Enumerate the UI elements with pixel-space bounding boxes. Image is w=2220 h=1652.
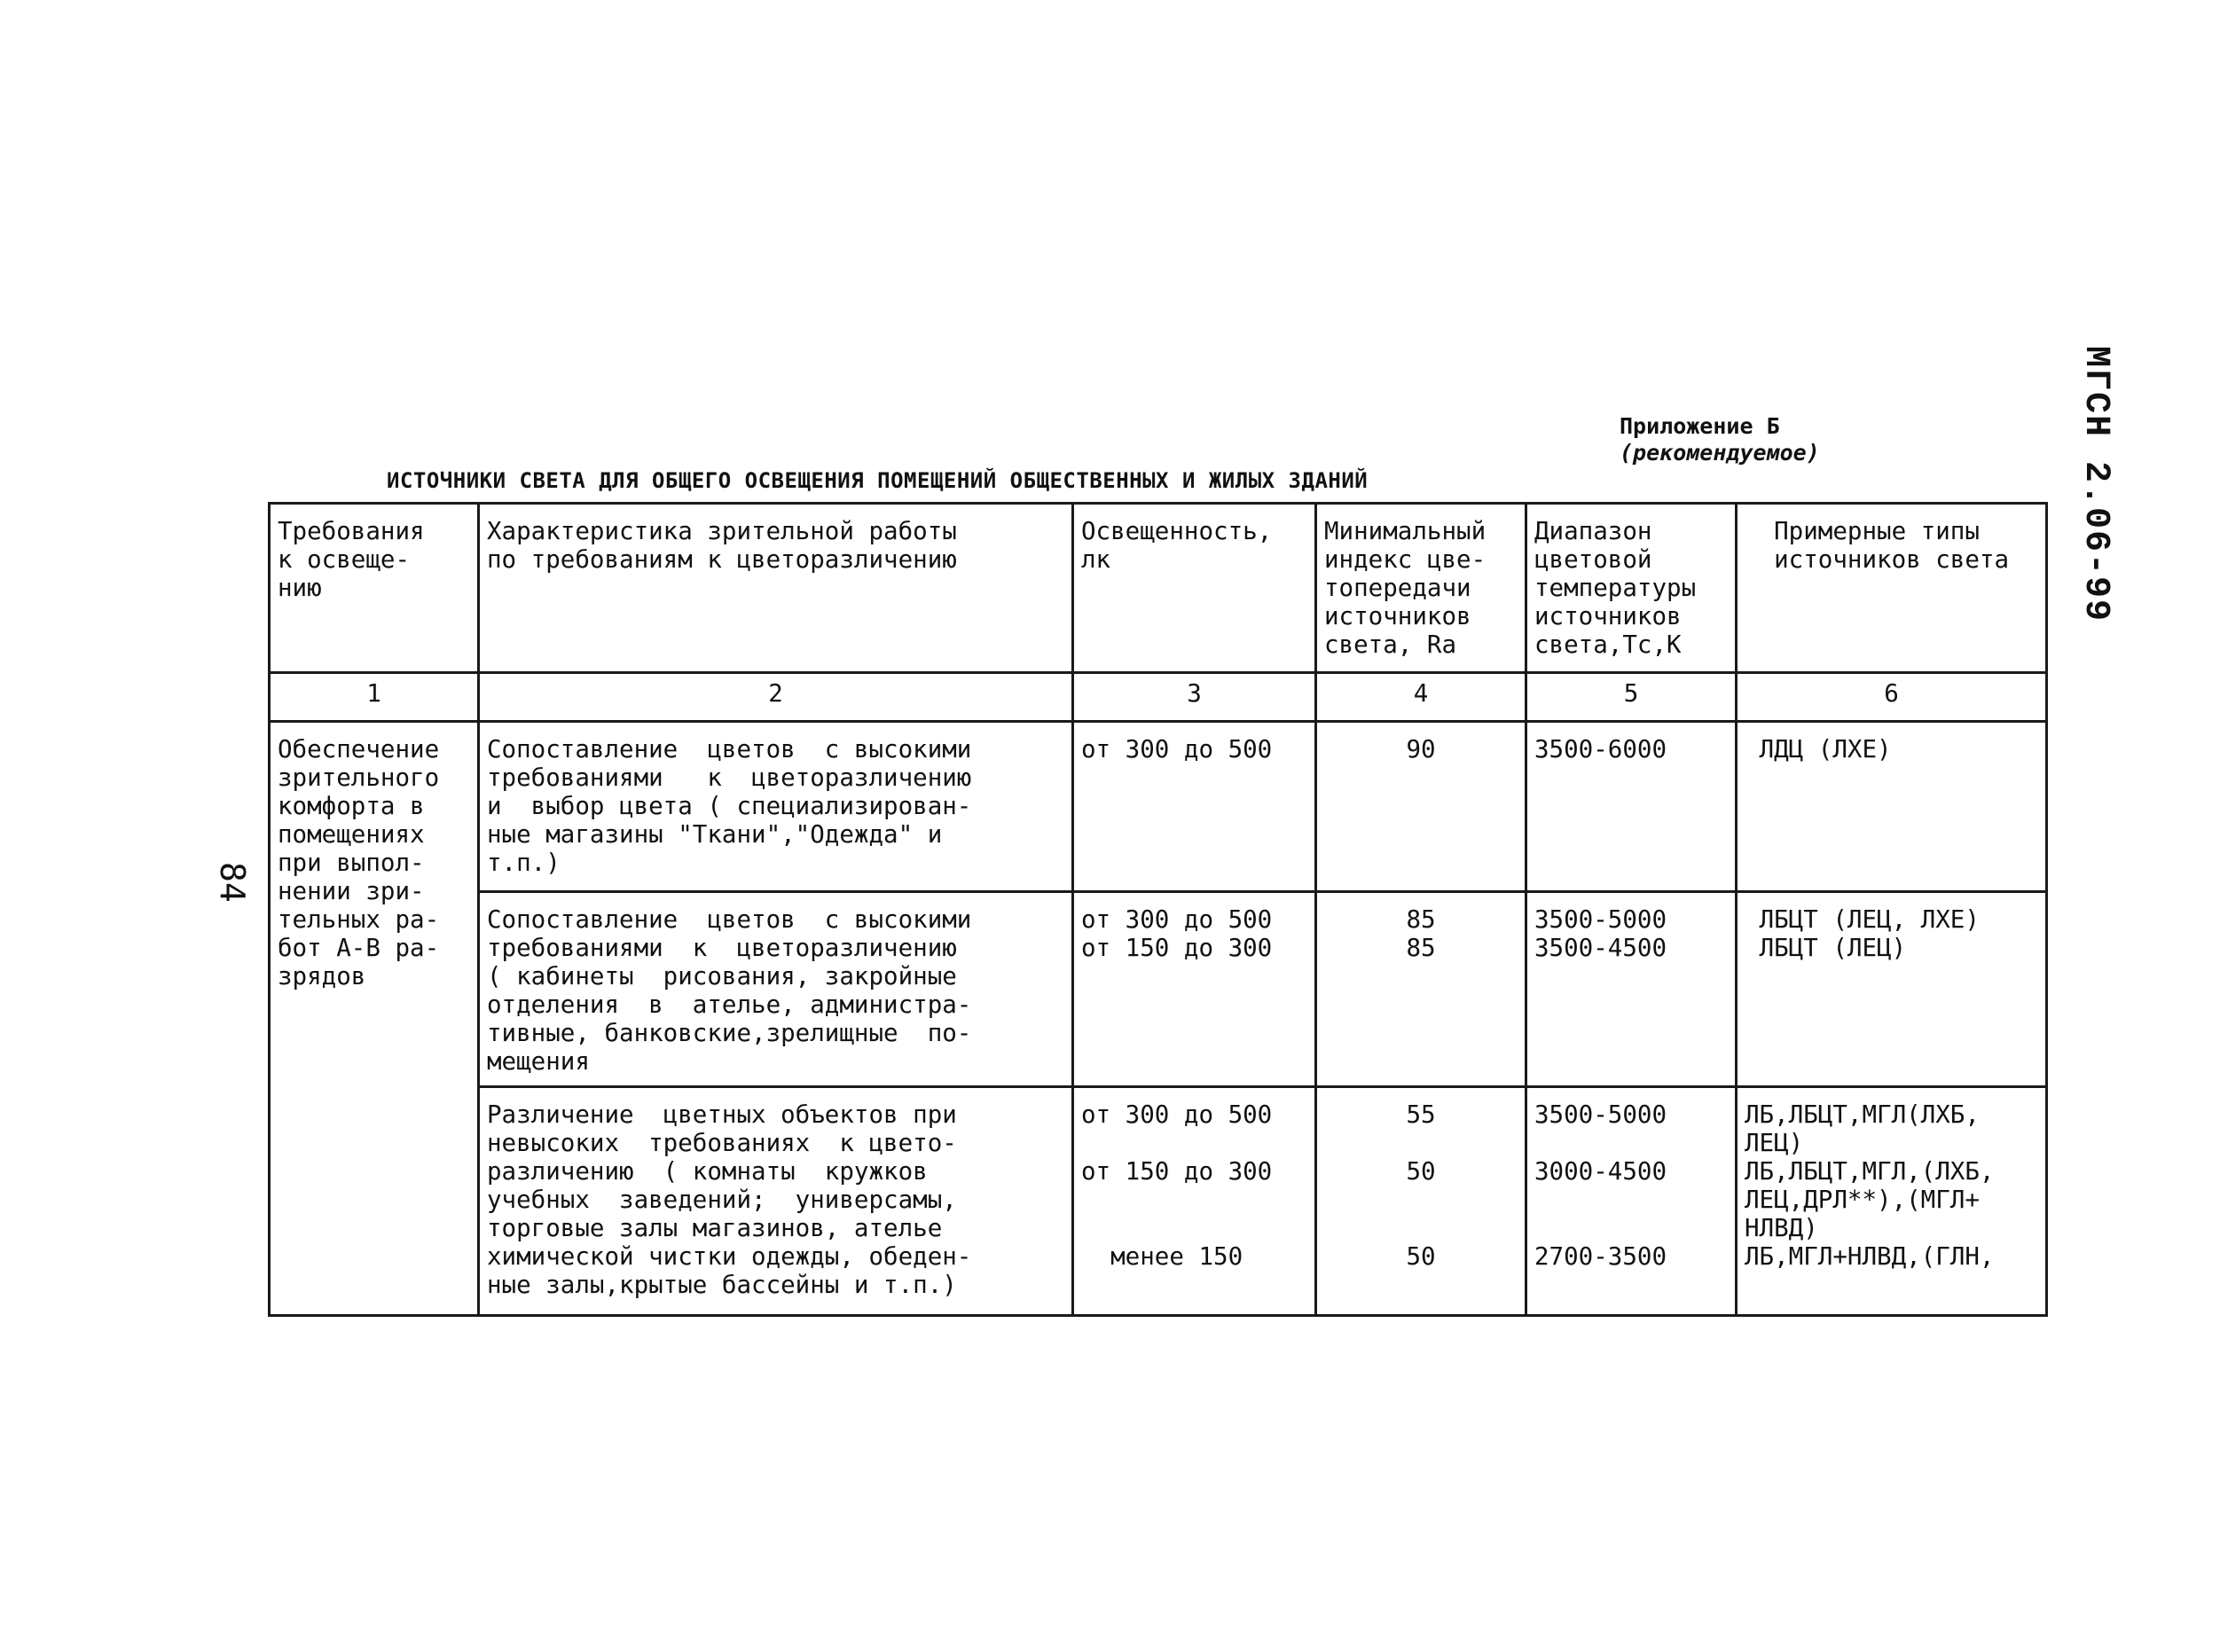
table-row — [270, 722, 2047, 892]
column-number-row — [270, 673, 2047, 722]
color-temperature-cell: 3500-6000 — [1526, 722, 1737, 892]
illuminance-cell: от 300 до 500 от 150 до 300 менее 150 — [1073, 1087, 1316, 1316]
header-color-index: Минимальный индекс цве- топередачи источников света, Ra — [1316, 504, 1526, 673]
color-temperature-cell: 3500-5000 3000-4500 2700-3500 — [1526, 1087, 1737, 1316]
source-types-cell: ЛБЦТ (ЛЕЦ, ЛХЕ) ЛБЦТ (ЛЕЦ) — [1737, 892, 2047, 1087]
appendix-block — [1620, 413, 1820, 466]
appendix-label: Приложение Б — [1620, 413, 1780, 439]
characteristic-cell: Сопоставление цветов с высокими требованиями к цветоразличению и выбор цвета ( специализирован- ные магазины "Ткани","Одежда" и т.п.) — [479, 722, 1073, 892]
color-temperature-cell: 3500-5000 3500-4500 — [1526, 892, 1737, 1087]
illuminance-cell: от 300 до 500 от 150 до 300 — [1073, 892, 1316, 1087]
source-types-cell: ЛБ,ЛБЦТ,МГЛ(ЛХБ, ЛЕЦ) ЛБ,ЛБЦТ,МГЛ,(ЛХБ, ЛЕЦ,ДРЛ**),(МГЛ+ НЛВД) ЛБ,МГЛ+НЛВД,(ГЛН, — [1737, 1087, 2047, 1316]
light-sources-table — [268, 502, 2048, 1317]
color-index-cell: 55 50 50 — [1316, 1087, 1526, 1316]
document-code: МГСН 2.06-99 — [2075, 346, 2115, 623]
column-number: 1 — [270, 673, 479, 722]
color-index-cell: 90 — [1316, 722, 1526, 892]
characteristic-cell: Различение цветных объектов при невысоких требованиях к цвето- различению ( комнаты кружков учебных заведений; универсамы, торговые залы магазинов, ателье химической чистки одежды, обеден- ные залы,крытые бассейны и т.п.) — [479, 1087, 1073, 1316]
column-number: 2 — [479, 673, 1073, 722]
header-characteristic: Характеристика зрительной работы по требованиям к цветоразличению — [479, 504, 1073, 673]
characteristic-cell: Сопоставление цветов с высокими требованиями к цветоразличению ( кабинеты рисования, закройные отделения в ателье, администра- тивные, банковские,зрелищные по- мещения — [479, 892, 1073, 1087]
appendix-note: (рекомендуемое) — [1620, 440, 1820, 466]
table-title: ИСТОЧНИКИ СВЕТА ДЛЯ ОБЩЕГО ОСВЕЩЕНИЯ ПОМЕЩЕНИЙ ОБЩЕСТВЕННЫХ И ЖИЛЫХ ЗДАНИЙ — [387, 468, 1369, 493]
table-row — [270, 1087, 2047, 1316]
requirement-cell: Обеспечение зрительного комфорта в помещениях при выпол- нении зри- тельных ра- бот А-В ра- зрядов — [270, 722, 479, 1316]
column-number: 5 — [1526, 673, 1737, 722]
source-types-cell: ЛДЦ (ЛХЕ) — [1737, 722, 2047, 892]
column-number: 6 — [1737, 673, 2047, 722]
header-illuminance: Освещенность, лк — [1073, 504, 1316, 673]
table-row — [270, 892, 2047, 1087]
header-source-types: Примерные типы источников света — [1737, 504, 2047, 673]
illuminance-cell: от 300 до 500 — [1073, 722, 1316, 892]
column-number: 3 — [1073, 673, 1316, 722]
color-index-cell: 85 85 — [1316, 892, 1526, 1087]
header-color-temperature: Диапазон цветовой температуры источников света,Тс,К — [1526, 504, 1737, 673]
header-row — [270, 504, 2047, 673]
page-number: 84 — [213, 862, 252, 903]
column-number: 4 — [1316, 673, 1526, 722]
header-requirement: Требования к освеще- нию — [270, 504, 479, 673]
